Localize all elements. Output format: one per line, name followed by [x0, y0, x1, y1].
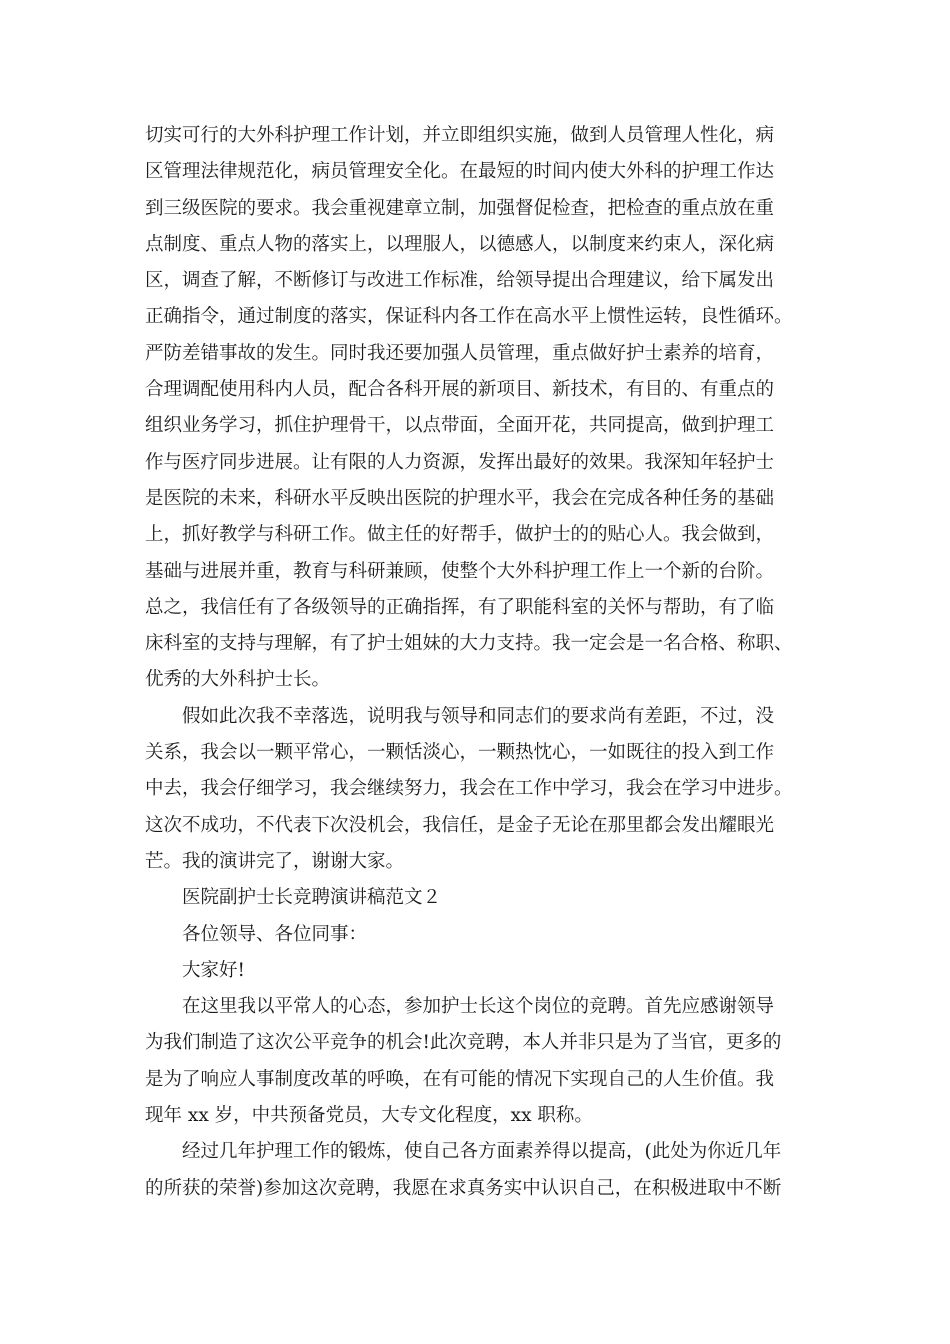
text-line: 床科室的支持与理解，有了护士姐妹的大力支持。我一定会是一名合格、称职、	[145, 633, 793, 655]
text-line: 区，调查了解，不断修订与改进工作标准，给领导提出合理建议，给下属发出	[145, 270, 775, 292]
text-line: 芒。我的演讲完了，谢谢大家。	[145, 850, 405, 872]
text-line: 作与医疗同步进展。让有限的人力资源，发挥出最好的效果。我深知年轻护士	[145, 451, 775, 473]
text-line: 为我们制造了这次公平竞争的机会!此次竞聘，本人并非只是为了当官，更多的	[145, 1032, 782, 1054]
text-line: 医院副护士长竞聘演讲稿范文２	[182, 887, 442, 909]
text-line: 总之，我信任有了各级领导的正确指挥，有了职能科室的关怀与帮助，有了临	[145, 596, 775, 618]
text-line: 经过几年护理工作的锻炼，使自己各方面素养得以提高，(此处为你近几年	[182, 1141, 782, 1163]
text-line: 合理调配使用科内人员，配合各科开展的新项目、新技术，有目的、有重点的	[145, 379, 775, 401]
text-line: 各位领导、各位同事：	[182, 923, 368, 945]
text-line: 的所获的荣誉)参加这次竞聘，我愿在求真务实中认识自己，在积极进取中不断	[145, 1177, 782, 1199]
document-body	[145, 118, 805, 1207]
text-line: 在这里我以平常人的心态，参加护士长这个岗位的竞聘。首先应感谢领导	[182, 996, 775, 1018]
text-line: 严防差错事故的发生。同时我还要加强人员管理，重点做好护士素养的培育，	[145, 342, 775, 364]
text-line: 上，抓好教学与科研工作。做主任的好帮手，做护士的的贴心人。我会做到，	[145, 524, 775, 546]
text-line: 是医院的未来，科研水平反映出医院的护理水平，我会在完成各种任务的基础	[145, 487, 775, 509]
text-line: 点制度、重点人物的落实上，以理服人，以德感人，以制度来约束人，深化病	[145, 233, 775, 255]
text-line: 中去，我会仔细学习，我会继续努力，我会在工作中学习，我会在学习中进步。	[145, 778, 793, 800]
text-line: 现年 xx 岁，中共预备党员，大专文化程度，xx 职称。	[145, 1105, 593, 1127]
text-line: 到三级医院的要求。我会重视建章立制，加强督促检查，把检查的重点放在重	[145, 197, 775, 219]
text-line: 大家好!	[182, 959, 245, 981]
text-line: 组织业务学习，抓住护理骨干，以点带面，全面开花，共同提高，做到护理工	[145, 415, 775, 437]
text-line: 这次不成功，不代表下次没机会，我信任，是金子无论在那里都会发出耀眼光	[145, 814, 775, 836]
text-line: 关系，我会以一颗平常心，一颗恬淡心，一颗热忱心，一如既往的投入到工作	[145, 742, 775, 764]
text-line: 区管理法律规范化，病员管理安全化。在最短的时间内使大外科的护理工作达	[145, 161, 775, 183]
text-line: 切实可行的大外科护理工作计划，并立即组织实施，做到人员管理人性化，病	[145, 125, 775, 146]
text-line: 优秀的大外科护士长。	[145, 669, 331, 691]
text-line: 是为了响应人事制度改革的呼唤，在有可能的情况下实现自己的人生价值。我	[145, 1068, 775, 1090]
text-line: 假如此次我不幸落选，说明我与领导和同志们的要求尚有差距，不过，没	[182, 705, 775, 727]
text-line: 正确指令，通过制度的落实，保证科内各工作在高水平上惯性运转，良性循环。	[145, 306, 793, 328]
text-line: 基础与进展并重，教育与科研兼顾，使整个大外科护理工作上一个新的台阶。	[145, 560, 775, 582]
